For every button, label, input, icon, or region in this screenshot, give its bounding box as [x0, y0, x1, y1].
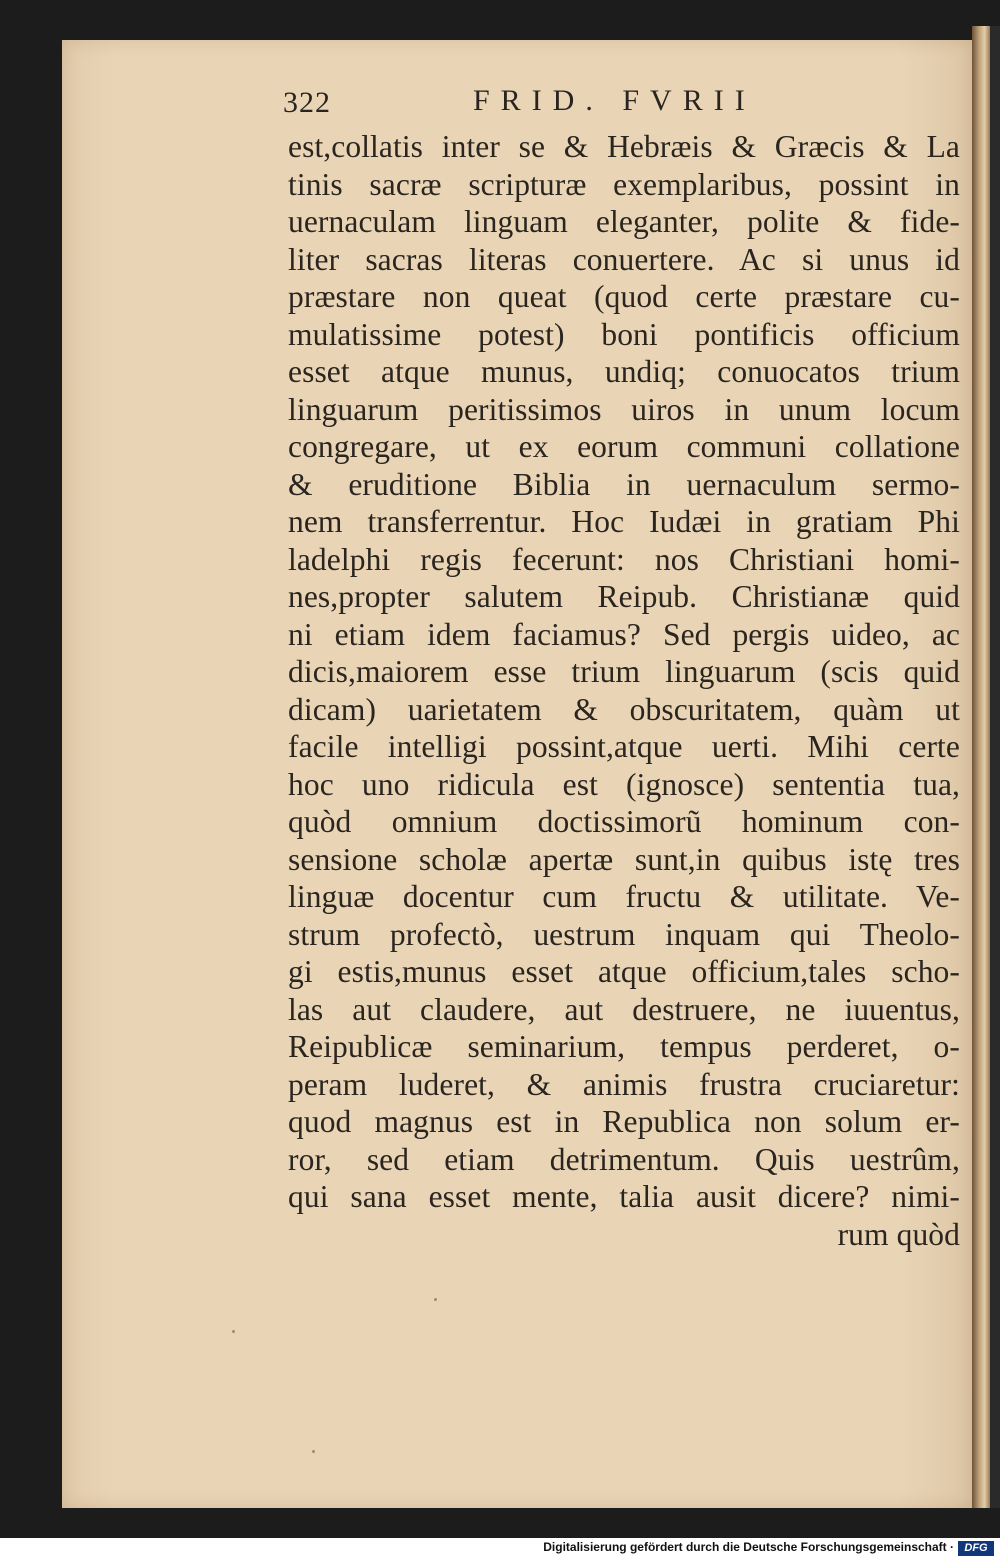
text-line: esset atque munus, undiq; conuocatos trium	[288, 354, 960, 389]
text-line: sensione scholæ apertæ sunt,in quibus istę tres	[288, 841, 960, 877]
text-line: ror, sed etiam detrimentum. Quis uestrûm,	[288, 1141, 960, 1177]
text-line: mulatissime potest) boni pontificis officium	[288, 316, 960, 352]
page-header	[283, 76, 963, 128]
text-line: uernaculam linguam eleganter, polite & fide-	[288, 204, 960, 239]
text-line: Reipublicæ seminarium, tempus perderet, o-	[288, 1029, 960, 1064]
text-line: nem transferrentur. Hoc Iudæi in gratiam Phi	[288, 504, 960, 539]
text-line: & eruditione Biblia in uernaculum sermo-	[288, 466, 960, 502]
text-line: quòd omnium doctissimorũ hominum con-	[288, 804, 960, 839]
running-head: FRID. FVRII	[473, 84, 756, 117]
text-line: ladelphi regis fecerunt: nos Christiani homi-	[288, 541, 960, 577]
paper-speck	[312, 1450, 315, 1453]
paper-speck	[232, 1330, 235, 1333]
text-line: strum profectò, uestrum inquam qui Theolo-	[288, 916, 960, 952]
text-line: tinis sacræ scripturæ exemplaribus, possint in	[288, 166, 960, 202]
spine-shadow	[990, 26, 1000, 1508]
dfg-logo: DFG	[958, 1541, 994, 1556]
text-line: peram luderet, & animis frustra cruciaretur:	[288, 1066, 960, 1102]
text-line: qui sana esset mente, talia ausit dicere? nimi-	[288, 1179, 960, 1214]
text-line: dicam) uarietatem & obscuritatem, quàm ut	[288, 691, 960, 727]
text-line: las aut claudere, aut destruere, ne iuuentus,	[288, 991, 960, 1027]
funding-credit: Digitalisierung gefördert durch die Deutsche Forschungsgemeinschaft ·	[543, 1540, 954, 1554]
digitization-footer	[0, 1538, 1000, 1560]
catchword: rum quòd	[837, 1216, 960, 1252]
text-line: nes,propter salutem Reipub. Christianæ quid	[288, 579, 960, 614]
body-text	[288, 128, 960, 1253]
text-line: facile intelligi possint,atque uerti. Mihi certe	[288, 729, 960, 764]
page-number: 322	[283, 86, 331, 119]
text-line: ni etiam idem faciamus? Sed pergis uideo, ac	[288, 616, 960, 652]
text-line: liter sacras literas conuertere. Ac si unus id	[288, 241, 960, 277]
paper-speck	[434, 1298, 437, 1301]
book-spine	[972, 26, 990, 1508]
text-line: est,collatis inter se & Hebræis & Græcis & La	[288, 129, 960, 164]
text-line: præstare non queat (quod certe præstare cu-	[288, 279, 960, 314]
text-line: linguæ docentur cum fructu & utilitate. Ve-	[288, 879, 960, 914]
text-line: linguarum peritissimos uiros in unum locum	[288, 391, 960, 427]
text-line: gi estis,munus esset atque officium,tales scho-	[288, 954, 960, 989]
text-line: quod magnus est in Republica non solum er-	[288, 1104, 960, 1139]
text-line: hoc uno ridicula est (ignosce) sententia tua,	[288, 766, 960, 802]
text-line: congregare, ut ex eorum communi collatione	[288, 429, 960, 464]
text-line: dicis,maiorem esse trium linguarum (scis quid	[288, 654, 960, 689]
